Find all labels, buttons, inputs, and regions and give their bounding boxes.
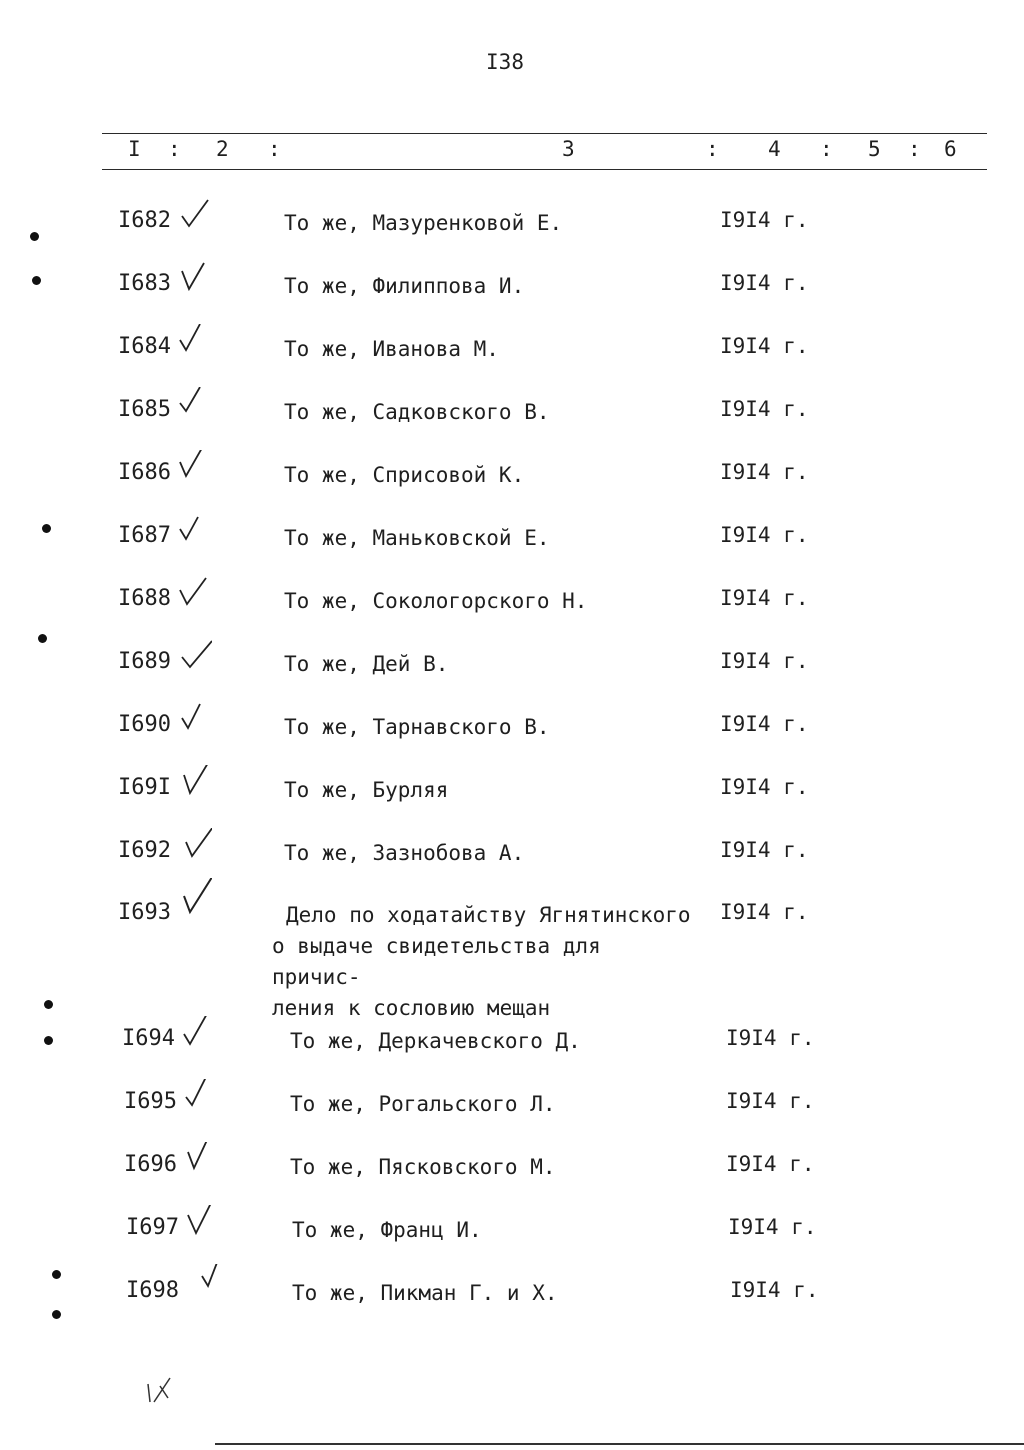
item-description: То же, Филиппова И. bbox=[284, 274, 525, 298]
item-description: То же, Садковского В. bbox=[284, 400, 550, 424]
punch-hole-dot bbox=[44, 1000, 53, 1009]
table-row bbox=[0, 523, 1024, 563]
item-year: I9I4 г. bbox=[726, 1026, 815, 1050]
header-sep: : bbox=[268, 137, 281, 161]
table-row bbox=[0, 208, 1024, 248]
table-row bbox=[0, 1278, 1024, 1318]
item-year: I9I4 г. bbox=[726, 1152, 815, 1176]
item-description: То же, Маньковской Е. bbox=[284, 526, 550, 550]
punch-hole-dot bbox=[30, 232, 39, 241]
item-description: То же, Пикман Г. и Х. bbox=[292, 1281, 558, 1305]
table-row bbox=[0, 1152, 1024, 1192]
checkmark-icon bbox=[178, 828, 212, 862]
checkmark-icon bbox=[178, 639, 212, 673]
header-col-3: 3 bbox=[562, 137, 575, 161]
item-year: I9I4 г. bbox=[720, 334, 809, 358]
checkmark-icon bbox=[178, 765, 212, 799]
item-number: I688 bbox=[118, 586, 171, 611]
punch-hole-dot bbox=[42, 524, 51, 533]
checkmark-icon bbox=[200, 1264, 234, 1298]
checkmark-icon bbox=[186, 1142, 220, 1176]
header-sep: : bbox=[168, 137, 181, 161]
header-col-2: 2 bbox=[216, 137, 229, 161]
table-rule-top bbox=[102, 133, 987, 134]
item-year: I9I4 г. bbox=[720, 586, 809, 610]
description-line: ления к сословию мещан bbox=[272, 996, 551, 1020]
table-row bbox=[0, 900, 1024, 1020]
item-number: I684 bbox=[118, 334, 171, 359]
checkmark-icon bbox=[178, 387, 212, 421]
item-number: I69I bbox=[118, 775, 171, 800]
item-description: То же, Тарнавского В. bbox=[284, 715, 550, 739]
punch-hole-dot bbox=[32, 276, 41, 285]
header-col-1: I bbox=[128, 137, 141, 161]
checkmark-icon bbox=[182, 1016, 216, 1050]
item-year: I9I4 г. bbox=[720, 838, 809, 862]
header-col-4: 4 bbox=[768, 137, 781, 161]
header-sep: : bbox=[706, 137, 719, 161]
item-number: I696 bbox=[124, 1152, 177, 1177]
item-year: I9I4 г. bbox=[720, 775, 809, 799]
handwritten-mark-icon bbox=[140, 1362, 176, 1406]
checkmark-icon bbox=[178, 324, 212, 358]
checkmark-icon bbox=[178, 198, 212, 232]
item-year: I9I4 г. bbox=[730, 1278, 819, 1302]
table-row bbox=[0, 775, 1024, 815]
item-year: I9I4 г. bbox=[720, 271, 809, 295]
header-col-5: 5 bbox=[868, 137, 881, 161]
item-number: I689 bbox=[118, 649, 171, 674]
item-number: I687 bbox=[118, 523, 171, 548]
item-description: То же, Деркачевского Д. bbox=[290, 1029, 581, 1053]
item-number: I686 bbox=[118, 460, 171, 485]
item-description: То же, Иванова М. bbox=[284, 337, 499, 361]
table-row bbox=[0, 712, 1024, 752]
item-year: I9I4 г. bbox=[726, 1089, 815, 1113]
item-year: I9I4 г. bbox=[720, 460, 809, 484]
item-number: I692 bbox=[118, 838, 171, 863]
description-line: о выдаче свидетельства для причис- bbox=[272, 934, 601, 989]
item-number: I685 bbox=[118, 397, 171, 422]
item-description: То же, Рогальского Л. bbox=[290, 1092, 556, 1116]
checkmark-icon bbox=[178, 261, 212, 295]
punch-hole-dot bbox=[38, 634, 47, 643]
header-sep: : bbox=[908, 137, 921, 161]
item-description: То же, Пясковского М. bbox=[290, 1155, 556, 1179]
item-description: То же, Сокологорского Н. bbox=[284, 589, 588, 613]
checkmark-icon bbox=[178, 450, 212, 484]
table-row bbox=[0, 397, 1024, 437]
table-row bbox=[0, 586, 1024, 626]
checkmark-icon bbox=[184, 1079, 218, 1113]
item-number: I698 bbox=[126, 1278, 179, 1303]
table-row bbox=[0, 1026, 1024, 1066]
punch-hole-dot bbox=[52, 1310, 61, 1319]
item-year: I9I4 г. bbox=[720, 712, 809, 736]
table-row bbox=[0, 1089, 1024, 1129]
table-rule-bottom bbox=[102, 169, 987, 170]
checkmark-icon bbox=[178, 878, 212, 924]
table-row bbox=[0, 838, 1024, 878]
item-year: I9I4 г. bbox=[728, 1215, 817, 1239]
item-description bbox=[272, 900, 692, 1024]
item-year: I9I4 г. bbox=[720, 397, 809, 421]
header-col-6: 6 bbox=[944, 137, 957, 161]
page-edge-line bbox=[215, 1443, 1024, 1445]
item-year: I9I4 г. bbox=[720, 900, 809, 924]
item-number: I693 bbox=[118, 900, 171, 925]
checkmark-icon bbox=[178, 702, 212, 736]
table-row bbox=[0, 460, 1024, 500]
checkmark-icon bbox=[178, 576, 212, 610]
item-description: То же, Бурляя bbox=[284, 778, 449, 802]
checkmark-icon bbox=[186, 1205, 220, 1239]
page-number: I38 bbox=[486, 50, 524, 74]
item-number: I695 bbox=[124, 1089, 177, 1114]
item-number: I694 bbox=[122, 1026, 175, 1051]
item-number: I683 bbox=[118, 271, 171, 296]
description-line: Дело по ходатайству Ягнятинского bbox=[286, 903, 691, 927]
table-row bbox=[0, 334, 1024, 374]
item-year: I9I4 г. bbox=[720, 208, 809, 232]
item-description: То же, Франц И. bbox=[292, 1218, 482, 1242]
table-row bbox=[0, 271, 1024, 311]
item-description: То же, Мазуренковой Е. bbox=[284, 211, 563, 235]
item-year: I9I4 г. bbox=[720, 649, 809, 673]
item-year: I9I4 г. bbox=[720, 523, 809, 547]
item-description: То же, Зазнобова А. bbox=[284, 841, 525, 865]
item-description: То же, Дей В. bbox=[284, 652, 449, 676]
table-row bbox=[0, 1215, 1024, 1255]
item-description: То же, Сприсовой К. bbox=[284, 463, 525, 487]
item-number: I682 bbox=[118, 208, 171, 233]
checkmark-icon bbox=[178, 513, 212, 547]
item-number: I697 bbox=[126, 1215, 179, 1240]
header-sep: : bbox=[820, 137, 833, 161]
item-number: I690 bbox=[118, 712, 171, 737]
table-row bbox=[0, 649, 1024, 689]
punch-hole-dot bbox=[44, 1036, 53, 1045]
punch-hole-dot bbox=[52, 1270, 61, 1279]
